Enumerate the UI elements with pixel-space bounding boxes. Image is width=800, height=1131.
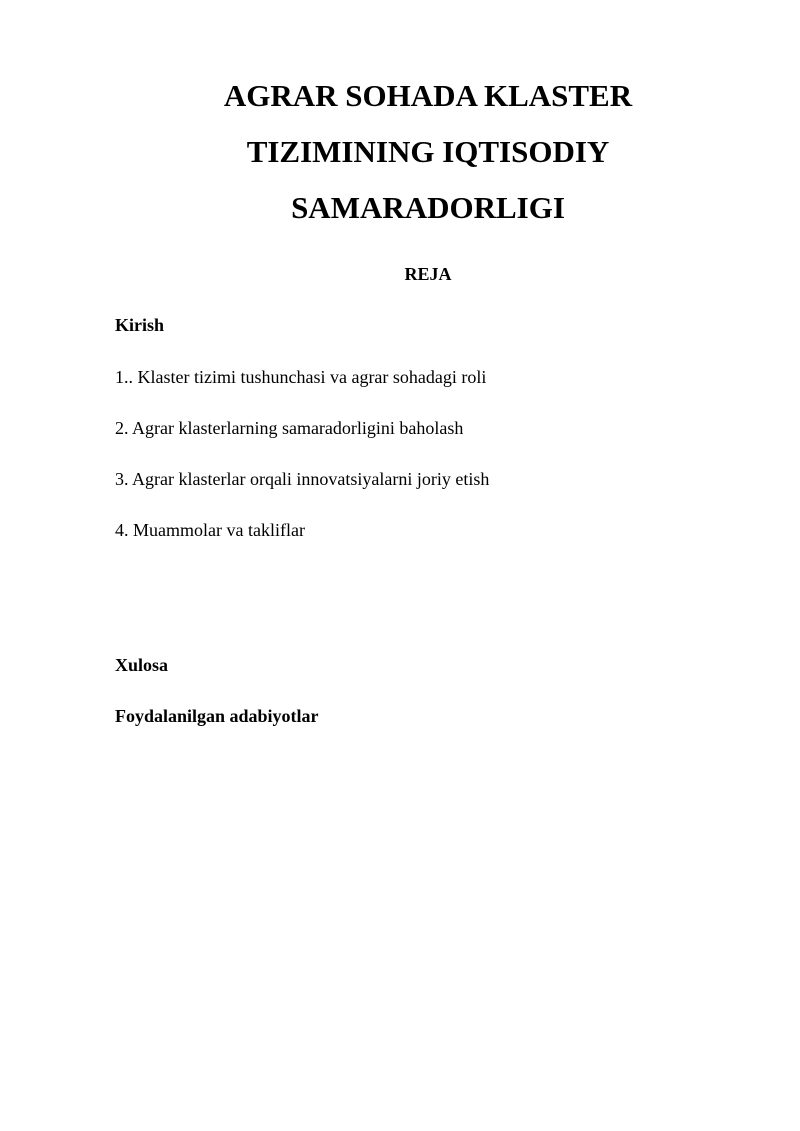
- references-heading: Foydalanilgan adabiyotlar: [115, 706, 319, 726]
- document-title-line-2: TIZIMINING IQTISODIY: [246, 134, 610, 169]
- plan-item-3: 3. Agrar klasterlar orqali innovatsiyalarni joriy etish: [115, 469, 490, 489]
- conclusion-heading: Xulosa: [115, 655, 169, 675]
- plan-heading: REJA: [404, 264, 452, 284]
- intro-heading: Kirish: [115, 315, 165, 335]
- document-title-line-1: AGRAR SOHADA KLASTER: [223, 78, 633, 113]
- plan-item-2: 2. Agrar klasterlarning samaradorligini baholash: [115, 418, 464, 438]
- document-title-line-3: SAMARADORLIGI: [291, 190, 565, 225]
- plan-item-4: 4. Muammolar va takliflar: [115, 520, 305, 540]
- plan-item-1: 1.. Klaster tizimi tushunchasi va agrar sohadagi roli: [115, 367, 487, 387]
